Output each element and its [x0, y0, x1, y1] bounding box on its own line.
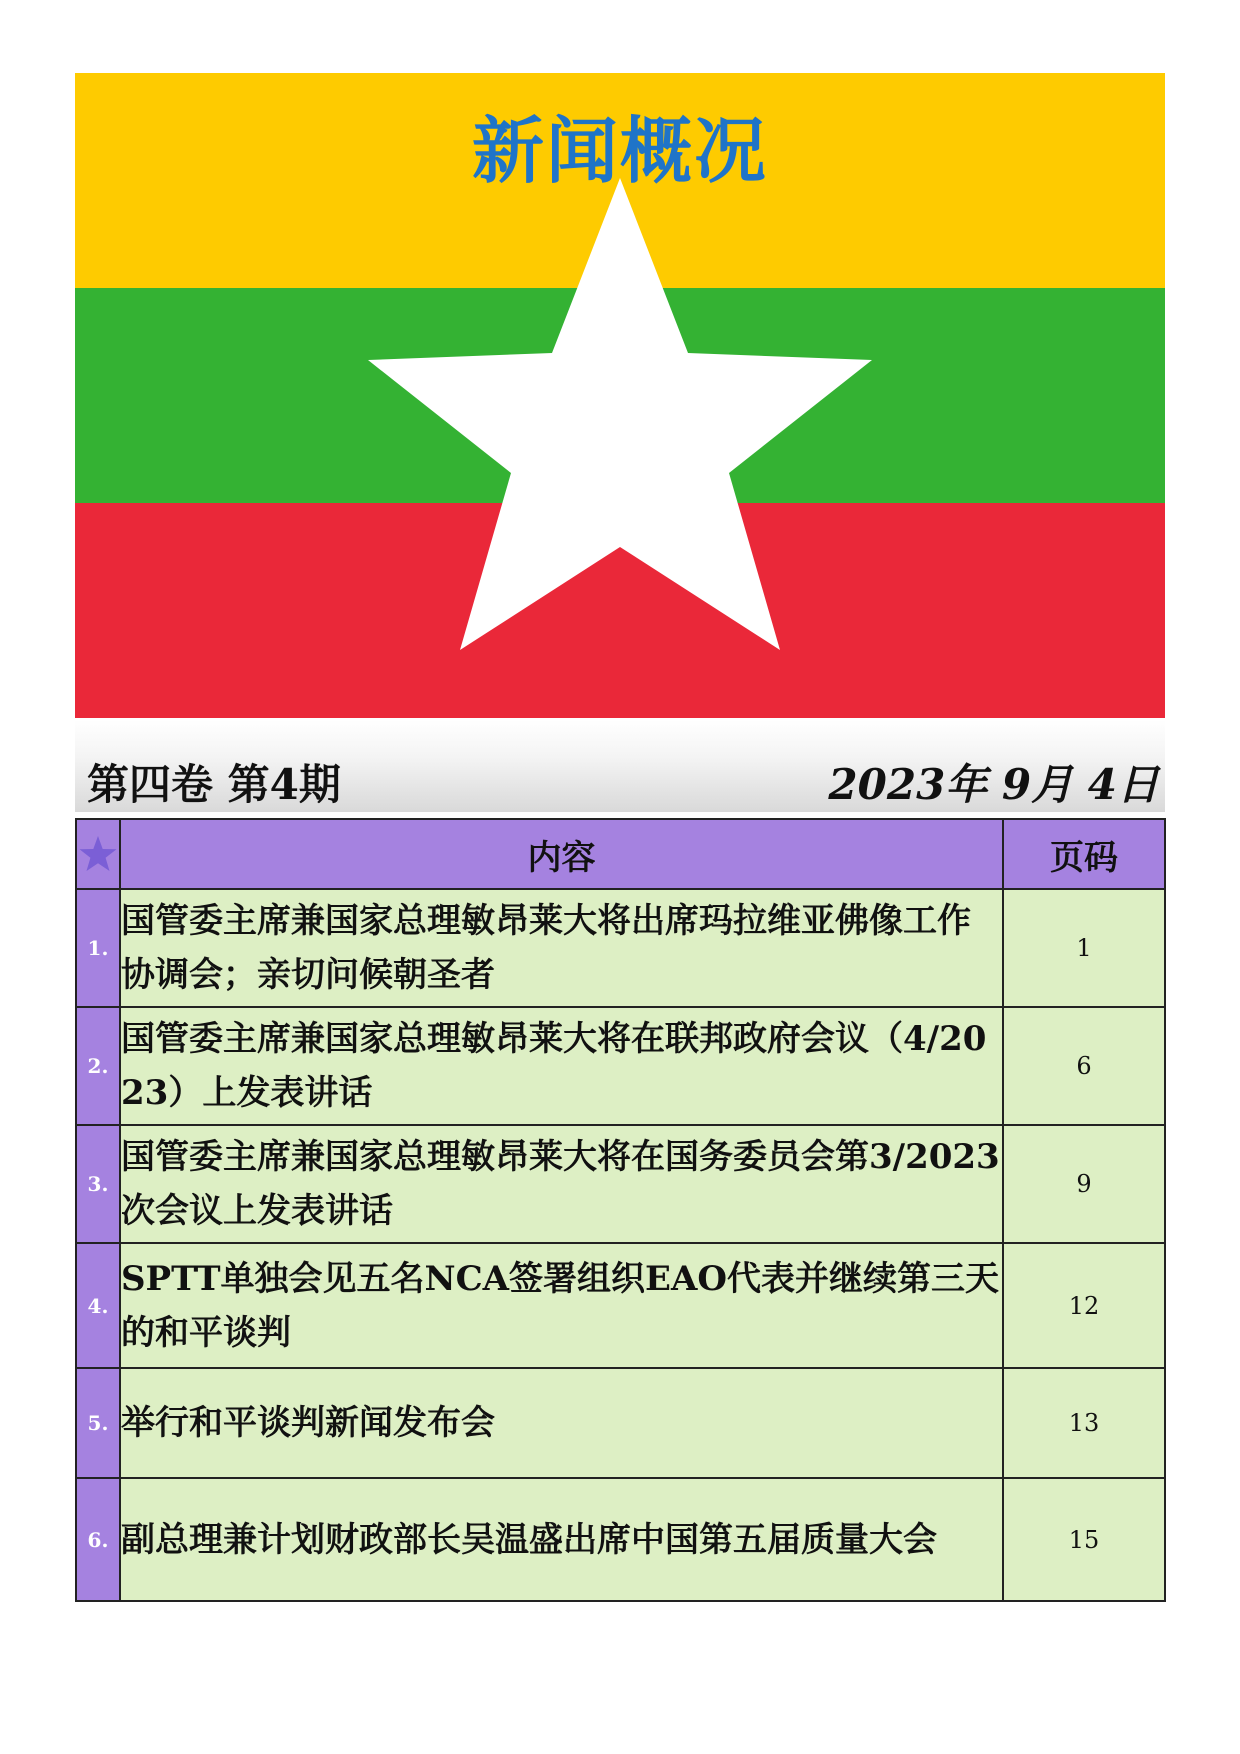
volume-issue-label: 第四卷 第4期 [87, 760, 341, 809]
toc-header-row [76, 819, 1165, 889]
table-row [76, 1478, 1165, 1601]
page-title: 新闻概况 [471, 109, 768, 193]
toc-item-number: 4. [76, 1243, 120, 1368]
toc-item-page: 13 [1003, 1368, 1165, 1478]
toc-item-title[interactable]: 国管委主席兼国家总理敏昂莱大将在国务委员会第3/2023次会议上发表讲话 [120, 1125, 1003, 1243]
toc-item-title[interactable]: 副总理兼计划财政部长吴温盛出席中国第五届质量大会 [120, 1478, 1003, 1601]
toc-item-number: 3. [76, 1125, 120, 1243]
star-icon [78, 834, 118, 874]
table-row [76, 1125, 1165, 1243]
table-row [76, 889, 1165, 1007]
myanmar-flag-banner [75, 73, 1165, 718]
toc-item-title[interactable]: 举行和平谈判新闻发布会 [120, 1368, 1003, 1478]
table-row [76, 1368, 1165, 1478]
toc-header-icon-cell [76, 819, 120, 889]
toc-item-page: 6 [1003, 1007, 1165, 1125]
toc-item-page: 12 [1003, 1243, 1165, 1368]
toc-header-page: 页码 [1003, 819, 1165, 889]
toc-item-page: 9 [1003, 1125, 1165, 1243]
toc-item-title[interactable]: SPTT单独会见五名NCA签署组织EAO代表并继续第三天的和平谈判 [120, 1243, 1003, 1368]
toc-item-title[interactable]: 国管委主席兼国家总理敏昂莱大将出席玛拉维亚佛像工作协调会；亲切问候朝圣者 [120, 889, 1003, 1007]
issue-bar [75, 720, 1165, 812]
table-row [76, 1007, 1165, 1125]
issue-date: 2023年 9月 4日 [828, 760, 1159, 809]
table-row [76, 1243, 1165, 1368]
table-of-contents [75, 818, 1166, 1602]
toc-item-number: 1. [76, 889, 120, 1007]
toc-item-page: 15 [1003, 1478, 1165, 1601]
toc-header-content: 内容 [120, 819, 1003, 889]
toc-item-page: 1 [1003, 889, 1165, 1007]
toc-item-number: 5. [76, 1368, 120, 1478]
toc-item-title[interactable]: 国管委主席兼国家总理敏昂莱大将在联邦政府会议（4/2023）上发表讲话 [120, 1007, 1003, 1125]
toc-item-number: 2. [76, 1007, 120, 1125]
toc-item-number: 6. [76, 1478, 120, 1601]
